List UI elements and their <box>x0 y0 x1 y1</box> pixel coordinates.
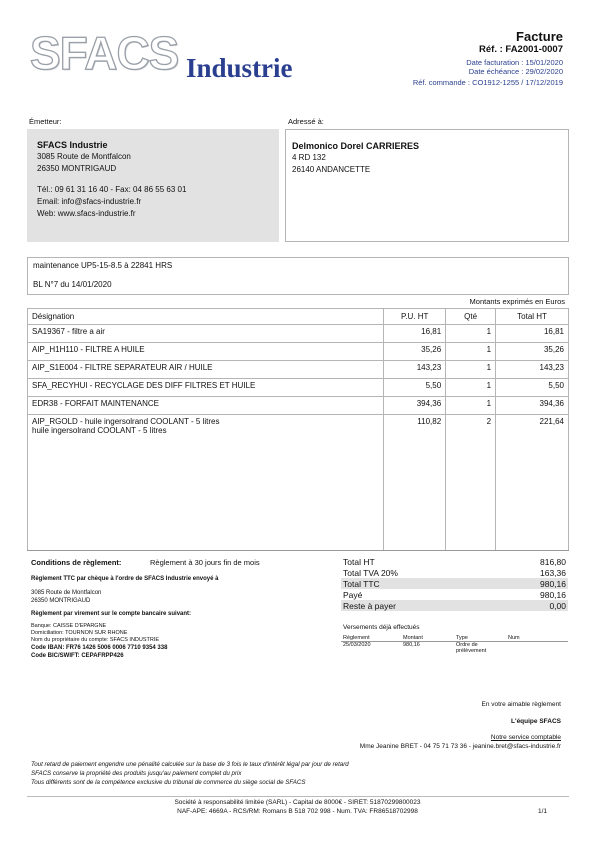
total-row <box>341 600 568 611</box>
versement-montant: 980,16 <box>403 642 420 648</box>
conditions-label: Conditions de règlement: <box>31 558 122 567</box>
row-designation: SA19367 - filtre a air <box>28 325 384 343</box>
cheque-title: Règlement TTC par chèque à l'ordre de SFACS Industrie envoyé à <box>31 576 219 582</box>
destinataire-label: Adressé à: <box>288 117 324 126</box>
versement-num <box>506 642 568 655</box>
row-total: 143,23 <box>496 361 569 379</box>
row-total: 5,50 <box>496 379 569 397</box>
emetteur-name: SFACS Industrie <box>37 140 108 150</box>
destinataire-name: Delmonico Dorel CARRIERES <box>292 141 420 151</box>
note-box <box>27 257 569 295</box>
versements-row <box>341 642 568 655</box>
total-label: Total HT <box>343 556 375 567</box>
header-qte: Qté <box>446 309 496 325</box>
emetteur-tel-fax: Tél.: 09 61 31 16 40 - Fax: 04 86 55 63 01 <box>37 185 187 194</box>
contact-line: Mme Jeanine BRET - 04 75 71 73 36 - jeanine.bret@sfacs-industrie.fr <box>359 743 561 750</box>
row-designation: SFA_RECYHUI - RECYCLAGE DES DIFF FILTRES ET HUILE <box>28 379 384 397</box>
emetteur-address1: 3085 Route de Montfalcon <box>37 152 131 161</box>
date-facturation: Date facturation : 15/01/2020 <box>466 58 563 67</box>
logo-industrie: Industrie <box>186 53 293 83</box>
row-pu: 394,36 <box>384 397 446 415</box>
total-row <box>341 578 568 589</box>
versements-header: Num <box>506 635 568 642</box>
domiciliation: Domiciliation: TOURNON SUR RHONE <box>31 630 128 636</box>
versements-header: Type <box>454 635 506 642</box>
row-total: 394,36 <box>496 397 569 415</box>
total-row <box>341 567 568 578</box>
currency-note: Montants exprimés en Euros <box>469 297 565 306</box>
virement-title: Règlement par virement sur le compte bancaire suivant: <box>31 611 192 617</box>
row-pu: 16,81 <box>384 325 446 343</box>
versement-type: Ordre de prélèvement <box>456 642 487 654</box>
page-number: 1/1 <box>537 808 547 815</box>
banque: Banque: CAISSE D'EPARGNE <box>31 623 107 629</box>
header-designation: Désignation <box>28 309 384 325</box>
table-row <box>28 343 569 361</box>
invoice-ref: Réf. : FA2001-0007 <box>479 44 563 55</box>
footer-line1: Société à responsabilité limitée (SARL) - Capital de 8000€ - SIRET: 51870299800023 <box>174 799 421 806</box>
total-value: 816,80 <box>540 556 566 567</box>
ref-commande: Réf. commande : CO1912-1255 / 17/12/2019 <box>412 78 563 87</box>
header-pu: P.U. HT <box>384 309 446 325</box>
row-qte: 1 <box>446 325 496 343</box>
total-value: 980,16 <box>491 578 568 589</box>
total-row <box>341 589 568 600</box>
date-echeance: Date échéance : 29/02/2020 <box>468 67 563 76</box>
versement-date: 25/03/2020 <box>343 642 371 648</box>
destinataire-address1: 4 RD 132 <box>292 153 326 162</box>
emetteur-web: Web: www.sfacs-industrie.fr <box>37 209 136 218</box>
salutation: En votre aimable règlement <box>481 701 561 708</box>
legal-line2: SFACS conserve la propriété des produits jusqu'au paiement complet du prix <box>31 770 242 777</box>
versements-title: Versements déjà effectués <box>343 624 420 631</box>
legal-line3: Tous différents sont de la compétence exclusive du tribunal de commerce du siège social de SFACS <box>31 779 306 786</box>
row-qte: 1 <box>446 397 496 415</box>
cheque-address1: 3085 Route de Montfalcon <box>31 590 102 596</box>
table-row <box>28 361 569 379</box>
emetteur-address2: 26350 MONTRIGAUD <box>37 164 117 173</box>
versements-header: Règlement <box>341 635 401 642</box>
versements-header: Montant <box>401 635 454 642</box>
row-pu: 110,82 <box>384 415 446 551</box>
legal-line1: Tout retard de paiement engendre une pénalité calculée sur la base de 3 fois le taux d'intérêt légal par jour de retard <box>31 761 349 768</box>
emetteur-box <box>27 129 279 242</box>
row-total: 16,81 <box>496 325 569 343</box>
totals-table <box>341 556 568 611</box>
versements-table <box>341 635 568 654</box>
row-designation: AIP_S1E004 - FILTRE SEPARATEUR AIR / HUILE <box>28 361 384 379</box>
row-qte: 1 <box>446 379 496 397</box>
table-header-row <box>28 309 569 325</box>
destinataire-box <box>285 129 569 242</box>
row-pu: 143,23 <box>384 361 446 379</box>
iban: Code IBAN: FR76 1426 5006 0006 7710 9354 338 <box>31 645 168 651</box>
team-signature: L'équipe SFACS <box>511 718 561 725</box>
row-qte: 2 <box>446 415 496 551</box>
emetteur-label: Émetteur: <box>29 117 62 126</box>
footer-line2: NAF-APE: 4669A - RCS/RM: Romans B 518 702 998 - Num. TVA: FR86518702998 <box>177 808 418 815</box>
cheque-address2: 26350 MONTRIGAUD <box>31 598 91 604</box>
table-row <box>28 379 569 397</box>
row-designation-extra: huile ingersolrand COOLANT - 5 litres <box>32 426 167 435</box>
row-designation: AIP_RGOLD - huile ingersolrand COOLANT - 5 litres <box>32 417 220 426</box>
logo-sfacs: SFACS <box>30 27 179 79</box>
row-designation: AIP_H1H110 - FILTRE A HUILE <box>28 343 384 361</box>
service-comptable: Notre service comptable <box>490 734 561 741</box>
row-designation: EDR38 - FORFAIT MAINTENANCE <box>28 397 384 415</box>
total-value: 163,36 <box>540 567 566 578</box>
table-row <box>28 325 569 343</box>
table-row <box>28 415 569 551</box>
row-total: 35,26 <box>496 343 569 361</box>
note-line2: BL N°7 du 14/01/2020 <box>33 280 112 289</box>
footer-divider <box>27 796 569 797</box>
total-label: Total TTC <box>341 578 491 589</box>
row-qte: 1 <box>446 361 496 379</box>
total-label: Payé <box>343 589 363 600</box>
invoice-title: Facture <box>516 29 563 44</box>
row-designation-cell <box>28 415 384 551</box>
table-row <box>28 397 569 415</box>
row-pu: 35,26 <box>384 343 446 361</box>
proprietaire: Nom du propriétaire du compte: SFACS INDUSTRIE <box>31 637 160 643</box>
total-label: Reste à payer <box>341 600 491 611</box>
emetteur-email: Email: info@sfacs-industrie.fr <box>37 197 142 206</box>
bic: Code BIC/SWIFT: CEPAFRPP426 <box>31 653 124 659</box>
total-label: Total TVA 20% <box>343 567 398 578</box>
row-qte: 1 <box>446 343 496 361</box>
conditions-value: Règlement à 30 jours fin de mois <box>150 558 260 567</box>
row-total: 221,64 <box>496 415 569 551</box>
total-value: 980,16 <box>540 589 566 600</box>
row-pu: 5,50 <box>384 379 446 397</box>
destinataire-address2: 26140 ANDANCETTE <box>292 165 371 174</box>
note-line1: maintenance UP5-15-8.5 à 22841 HRS <box>33 261 173 270</box>
header-total: Total HT <box>496 309 569 325</box>
total-row <box>341 556 568 567</box>
items-table <box>27 308 569 551</box>
total-value: 0,00 <box>491 600 568 611</box>
